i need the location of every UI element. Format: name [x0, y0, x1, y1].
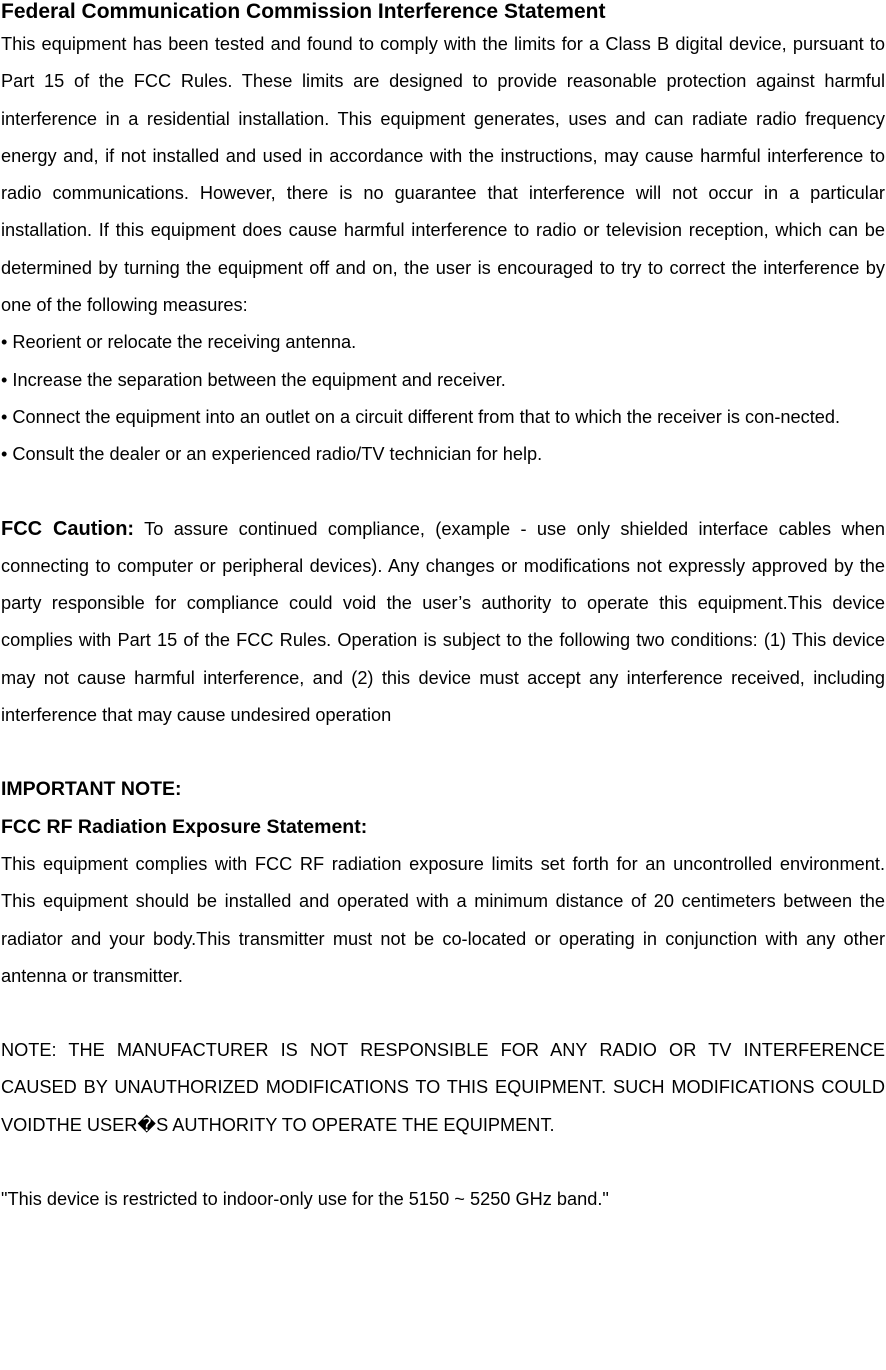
rf-exposure-paragraph: This equipment complies with FCC RF radiation exposure limits set forth for an uncontrolled environment. This equipment should be installed and operated with a minimum distance of 20 centimeters between the radiator and your body.This transmitter must not be co-located or operating in conjunction with any other antenna or transmitter. [1, 853, 885, 986]
caution-text: To assure continued compliance, (example - use only shielded interface cables when connecting to computer or peripheral devices). Any changes or modifications not expressly approved by the party responsible for compliance could void the user’s authority to operate this equipment.This device complies with Part 15 of the FCC Rules. Operation is subject to the following two conditions: (1) This device may not cause harmful interference, and (2) this device must accept any interference received, including interference that may cause undesired operation [1, 518, 885, 726]
spacer [1, 734, 885, 771]
measure-item: • Connect the equipment into an outlet on a circuit different from that to which the receiver is con-nected. [1, 406, 841, 427]
rf-exposure-heading: FCC RF Radiation Exposure Statement: [1, 815, 368, 838]
measure-item: • Consult the dealer or an experienced radio/TV technician for help. [1, 444, 543, 465]
measure-item: • Reorient or relocate the receiving antenna. [1, 332, 357, 353]
caution-paragraph [1, 511, 885, 735]
important-note-heading: IMPORTANT NOTE: [1, 778, 182, 801]
measure-item: • Increase the separation between the equipment and receiver. [1, 369, 506, 390]
band-restriction: "This device is restricted to indoor-only use for the 5150 ~ 5250 GHz band." [1, 1189, 609, 1210]
caution-label: FCC Caution: [1, 517, 135, 540]
document-page [1, 0, 885, 1218]
manufacturer-note: NOTE: THE MANUFACTURER IS NOT RESPONSIBLE FOR ANY RADIO OR TV INTERFERENCE CAUSED BY UNAUTHORIZED MODIFICATIONS TO THIS EQUIPMENT. SUCH MODIFICATIONS COULD VOIDTHE USER�S AUTHORITY TO OPERATE THE EQUIPMENT. [1, 1040, 885, 1135]
spacer [1, 1144, 885, 1181]
spacer [1, 474, 885, 511]
intro-paragraph: This equipment has been tested and found to comply with the limits for a Class B digital device, pursuant to Part 15 of the FCC Rules. These limits are designed to provide reasonable protection against harmful interference in a residential installation. This equipment generates, uses and can radiate radio frequency energy and, if not installed and used in accordance with the instructions, may cause harmful interference to radio communications. However, there is no guarantee that interference will not occur in a particular installation. If this equipment does cause harmful interference to radio or television reception, which can be determined by turning the equipment off and on, the user is encouraged to try to correct the interference by one of the following measures: [1, 34, 885, 316]
spacer [1, 995, 885, 1032]
document-title: Federal Communication Commission Interference Statement [1, 0, 606, 23]
